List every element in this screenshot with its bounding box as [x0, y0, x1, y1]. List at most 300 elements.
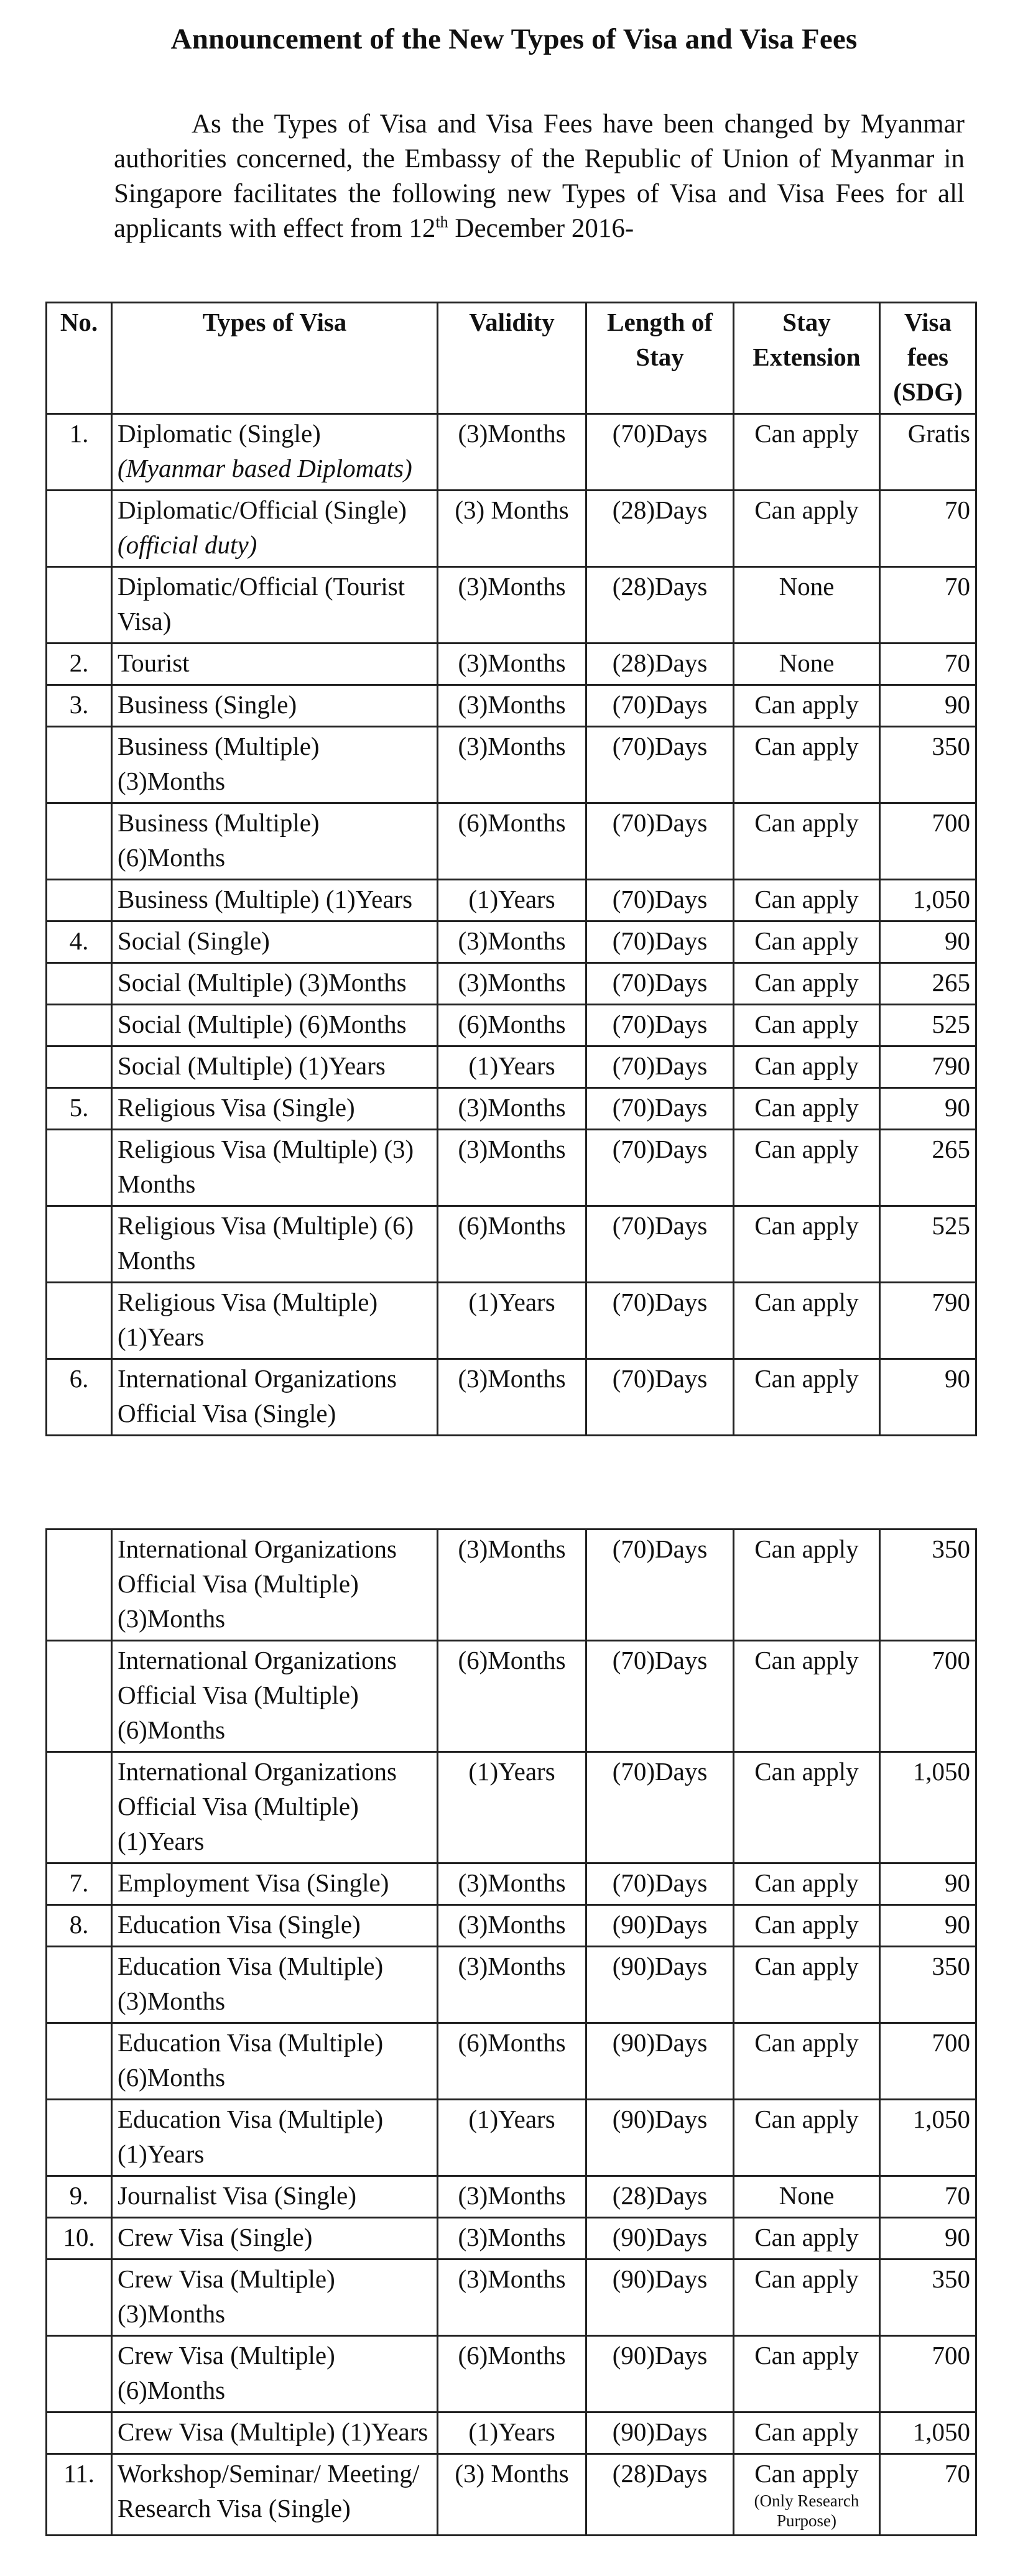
row-number-cell	[47, 803, 112, 880]
validity: (6)Months	[458, 2028, 566, 2057]
visa-fee-cell	[880, 1359, 976, 1436]
validity-cell	[438, 1530, 586, 1641]
header-extension: Stay Extension	[734, 303, 880, 414]
visa-type-cell	[112, 491, 438, 567]
row-number-cell	[47, 1752, 112, 1863]
table-row	[47, 1283, 976, 1359]
length-of-stay: (90)Days	[612, 2264, 708, 2293]
stay-extension-cell	[734, 1130, 880, 1206]
validity: (3)Months	[458, 968, 566, 997]
intro-text-end: December 2016-	[448, 214, 634, 243]
visa-type-cell	[112, 803, 438, 880]
row-number: 2.	[69, 649, 89, 677]
visa-fee: 90	[945, 1910, 970, 1939]
visa-fee-cell	[880, 1130, 976, 1206]
visa-type-cell	[112, 2454, 438, 2536]
visa-type-note: (official duty)	[118, 530, 257, 559]
visa-type-cell	[112, 1863, 438, 1905]
visa-type: Crew Visa (Single)	[118, 2223, 313, 2251]
row-number-cell	[47, 1130, 112, 1206]
length-of-stay: (28)Days	[612, 496, 708, 524]
validity-cell	[438, 567, 586, 644]
row-number-cell	[47, 1046, 112, 1088]
length-of-stay-cell	[586, 2454, 734, 2536]
visa-fee: 525	[932, 1211, 970, 1240]
length-of-stay: (70)Days	[612, 1646, 708, 1674]
visa-fee: 700	[932, 2028, 970, 2057]
length-of-stay-cell	[586, 1130, 734, 1206]
row-number-cell	[47, 1641, 112, 1752]
visa-fee-cell	[880, 2260, 976, 2336]
visa-fee-cell	[880, 1046, 976, 1088]
stay-extension-cell	[734, 1905, 880, 1947]
validity-cell	[438, 2176, 586, 2218]
length-of-stay: (28)Days	[612, 572, 708, 601]
length-of-stay-cell	[586, 880, 734, 921]
row-number-cell	[47, 2023, 112, 2100]
visa-type-cell	[112, 2100, 438, 2176]
visa-type-cell	[112, 1206, 438, 1283]
length-of-stay: (70)Days	[612, 926, 708, 955]
table-row	[47, 1206, 976, 1283]
visa-type: Education Visa (Multiple) (3)Months	[118, 1952, 384, 2015]
visa-type: Crew Visa (Multiple) (1)Years	[118, 2417, 428, 2446]
length-of-stay-cell	[586, 2412, 734, 2454]
stay-extension-cell	[734, 644, 880, 685]
visa-type-cell	[112, 963, 438, 1005]
length-of-stay-cell	[586, 1359, 734, 1436]
visa-type: Education Visa (Multiple) (6)Months	[118, 2028, 384, 2092]
table-row	[47, 921, 976, 963]
visa-type: Business (Multiple) (6)Months	[118, 808, 320, 872]
stay-extension: Can apply	[754, 419, 859, 448]
row-number-cell	[47, 2260, 112, 2336]
visa-fee: 70	[945, 496, 970, 524]
table-row	[47, 963, 976, 1005]
length-of-stay: (70)Days	[612, 1211, 708, 1240]
length-of-stay: (28)Days	[612, 2181, 708, 2210]
stay-extension: None	[779, 649, 835, 677]
stay-extension-cell	[734, 1088, 880, 1130]
stay-extension: Can apply	[754, 808, 859, 837]
stay-extension: Can apply	[754, 2028, 859, 2057]
row-number: 6.	[69, 1364, 89, 1393]
validity-cell	[438, 2023, 586, 2100]
row-number: 4.	[69, 926, 89, 955]
row-number-cell	[47, 2100, 112, 2176]
visa-fee-cell	[880, 1283, 976, 1359]
validity-cell	[438, 727, 586, 803]
visa-type-cell	[112, 2412, 438, 2454]
validity: (3)Months	[458, 690, 566, 719]
validity: (3)Months	[458, 1135, 566, 1163]
validity-cell	[438, 1088, 586, 1130]
table-row	[47, 1088, 976, 1130]
visa-type-cell	[112, 1130, 438, 1206]
visa-fee: 1,050	[912, 2417, 970, 2446]
stay-extension-cell	[734, 2218, 880, 2260]
stay-extension-cell	[734, 803, 880, 880]
visa-type-cell	[112, 2260, 438, 2336]
stay-extension: Can apply	[754, 1535, 859, 1563]
visa-type-cell	[112, 644, 438, 685]
visa-type: Diplomatic/Official (Single)	[118, 496, 407, 524]
validity: (6)Months	[458, 1646, 566, 1674]
visa-fee: 700	[932, 2341, 970, 2370]
stay-extension-cell	[734, 1641, 880, 1752]
validity: (3)Months	[458, 2264, 566, 2293]
validity-cell	[438, 1283, 586, 1359]
visa-type: Education Visa (Single)	[118, 1910, 361, 1939]
visa-type: Business (Multiple) (1)Years	[118, 885, 413, 913]
validity: (1)Years	[468, 2417, 555, 2446]
validity-cell	[438, 1359, 586, 1436]
stay-extension: Can apply	[754, 2459, 859, 2488]
table-row	[47, 1046, 976, 1088]
visa-fee-cell	[880, 644, 976, 685]
validity: (3)Months	[458, 1535, 566, 1563]
stay-extension-cell	[734, 1206, 880, 1283]
table-row	[47, 1530, 976, 1641]
length-of-stay: (70)Days	[612, 1135, 708, 1163]
visa-fee-cell	[880, 685, 976, 727]
stay-extension: None	[779, 572, 835, 601]
stay-extension-cell	[734, 2023, 880, 2100]
stay-extension-cell	[734, 1283, 880, 1359]
table-row	[47, 1130, 976, 1206]
length-of-stay-cell	[586, 2260, 734, 2336]
length-of-stay-cell	[586, 1206, 734, 1283]
intro-paragraph	[114, 107, 965, 246]
visa-type-cell	[112, 880, 438, 921]
visa-type: Tourist	[118, 649, 190, 677]
table-row	[47, 2023, 976, 2100]
visa-fee-cell	[880, 1905, 976, 1947]
stay-extension: Can apply	[754, 1051, 859, 1080]
validity-cell	[438, 1752, 586, 1863]
validity: (3)Months	[458, 1952, 566, 1980]
visa-fee-cell	[880, 2023, 976, 2100]
visa-type-cell	[112, 414, 438, 491]
validity-cell	[438, 1905, 586, 1947]
stay-extension: Can apply	[754, 1910, 859, 1939]
length-of-stay-cell	[586, 2218, 734, 2260]
table-body-2	[47, 1530, 976, 2536]
stay-extension-cell	[734, 727, 880, 803]
visa-fee: 1,050	[912, 1757, 970, 1786]
stay-extension: Can apply	[754, 885, 859, 913]
visa-fee-cell	[880, 2336, 976, 2412]
row-number-cell	[47, 2176, 112, 2218]
visa-type-note: (Myanmar based Diplomats)	[118, 454, 412, 482]
stay-extension-cell	[734, 880, 880, 921]
visa-type-cell	[112, 1359, 438, 1436]
header-type: Types of Visa	[112, 303, 438, 414]
validity-cell	[438, 963, 586, 1005]
stay-extension: Can apply	[754, 1288, 859, 1316]
table-row	[47, 2218, 976, 2260]
visa-type-cell	[112, 2176, 438, 2218]
stay-extension-cell	[734, 921, 880, 963]
visa-fee-cell	[880, 567, 976, 644]
table-header-row	[47, 303, 976, 414]
visa-fee-cell	[880, 1947, 976, 2023]
validity: (3)Months	[458, 1093, 566, 1122]
validity-cell	[438, 1641, 586, 1752]
visa-type-cell	[112, 727, 438, 803]
row-number-cell	[47, 2412, 112, 2454]
length-of-stay: (90)Days	[612, 2417, 708, 2446]
table-row	[47, 1905, 976, 1947]
stay-extension: Can apply	[754, 1211, 859, 1240]
stay-extension: Can apply	[754, 968, 859, 997]
row-number-cell	[47, 727, 112, 803]
validity: (3)Months	[458, 649, 566, 677]
page-title: Announcement of the New Types of Visa and Visa Fees	[170, 23, 858, 55]
stay-extension-cell	[734, 1947, 880, 2023]
row-number-cell	[47, 1088, 112, 1130]
row-number-cell	[47, 1905, 112, 1947]
visa-type: Religious Visa (Multiple) (3) Months	[118, 1135, 414, 1198]
visa-type: Crew Visa (Multiple) (6)Months	[118, 2341, 335, 2404]
visa-fee: 90	[945, 1093, 970, 1122]
visa-type: Social (Multiple) (3)Months	[118, 968, 407, 997]
validity: (1)Years	[468, 1051, 555, 1080]
stay-extension: Can apply	[754, 732, 859, 760]
visa-type: Social (Multiple) (1)Years	[118, 1051, 386, 1080]
visa-fee: 70	[945, 2181, 970, 2210]
table-row	[47, 1359, 976, 1436]
stay-extension-cell	[734, 1863, 880, 1905]
stay-extension-cell	[734, 2412, 880, 2454]
header-fees: Visa fees (SDG)	[880, 303, 976, 414]
validity-cell	[438, 1947, 586, 2023]
stay-extension-cell	[734, 2454, 880, 2536]
stay-extension-cell	[734, 2176, 880, 2218]
length-of-stay-cell	[586, 2100, 734, 2176]
visa-type: Employment Visa (Single)	[118, 1868, 389, 1897]
visa-type: Business (Multiple) (3)Months	[118, 732, 320, 795]
validity-cell	[438, 491, 586, 567]
length-of-stay-cell	[586, 491, 734, 567]
visa-fee: 70	[945, 2459, 970, 2488]
length-of-stay: (70)Days	[612, 1535, 708, 1563]
visa-type: Education Visa (Multiple) (1)Years	[118, 2105, 384, 2168]
row-number-cell	[47, 1005, 112, 1046]
visa-fee-cell	[880, 921, 976, 963]
length-of-stay-cell	[586, 963, 734, 1005]
stay-extension: Can apply	[754, 1646, 859, 1674]
header-no: No.	[47, 303, 112, 414]
length-of-stay-cell	[586, 567, 734, 644]
length-of-stay: (70)Days	[612, 1288, 708, 1316]
row-number-cell	[47, 1947, 112, 2023]
stay-extension-cell	[734, 1359, 880, 1436]
visa-type-cell	[112, 1641, 438, 1752]
row-number-cell	[47, 1530, 112, 1641]
stay-extension: None	[779, 2181, 835, 2210]
validity: (3)Months	[458, 419, 566, 448]
validity-cell	[438, 1130, 586, 1206]
visa-type-cell	[112, 1088, 438, 1130]
validity-cell	[438, 2336, 586, 2412]
length-of-stay: (70)Days	[612, 1051, 708, 1080]
validity: (6)Months	[458, 2341, 566, 2370]
table-row	[47, 567, 976, 644]
length-of-stay-cell	[586, 1641, 734, 1752]
length-of-stay: (90)Days	[612, 1952, 708, 1980]
length-of-stay: (90)Days	[612, 1910, 708, 1939]
length-of-stay-cell	[586, 1905, 734, 1947]
validity-cell	[438, 921, 586, 963]
table-row	[47, 880, 976, 921]
stay-extension: Can apply	[754, 1093, 859, 1122]
visa-type: Business (Single)	[118, 690, 297, 719]
validity-cell	[438, 685, 586, 727]
stay-extension: Can apply	[754, 1868, 859, 1897]
stay-extension-cell	[734, 2100, 880, 2176]
stay-extension-cell	[734, 2260, 880, 2336]
visa-type: International Organizations Official Visa (Single)	[118, 1364, 397, 1428]
length-of-stay-cell	[586, 1863, 734, 1905]
visa-fee-cell	[880, 1641, 976, 1752]
table-row	[47, 414, 976, 491]
stay-extension: Can apply	[754, 2264, 859, 2293]
row-number-cell	[47, 1206, 112, 1283]
visa-fee: 350	[932, 732, 970, 760]
length-of-stay-cell	[586, 644, 734, 685]
validity-cell	[438, 1863, 586, 1905]
row-number-cell	[47, 921, 112, 963]
stay-extension: Can apply	[754, 1010, 859, 1038]
stay-extension-cell	[734, 567, 880, 644]
length-of-stay: (28)Days	[612, 2459, 708, 2488]
visa-fee: 90	[945, 1868, 970, 1897]
validity: (3)Months	[458, 2223, 566, 2251]
visa-fee: 265	[932, 1135, 970, 1163]
stay-extension: Can apply	[754, 690, 859, 719]
length-of-stay-cell	[586, 414, 734, 491]
visa-type-cell	[112, 1046, 438, 1088]
validity: (3) Months	[455, 496, 569, 524]
visa-fee-cell	[880, 2176, 976, 2218]
visa-type-cell	[112, 921, 438, 963]
visa-type: Crew Visa (Multiple) (3)Months	[118, 2264, 335, 2328]
visa-fee: 90	[945, 690, 970, 719]
visa-type: International Organizations Official Visa (Multiple) (1)Years	[118, 1757, 397, 1855]
row-number-cell	[47, 2336, 112, 2412]
row-number: 7.	[69, 1868, 89, 1897]
validity: (3)Months	[458, 1868, 566, 1897]
validity-cell	[438, 2454, 586, 2536]
row-number: 3.	[69, 690, 89, 719]
intro-text: As the Types of Visa and Visa Fees have been changed by Myanmar authorities concerned, the Embassy of the Republic of Union of Myanmar in Singapore facilitates the following new Types of Visa and Visa Fees for all applicants with effect from 12	[114, 109, 965, 243]
visa-fee: 525	[932, 1010, 970, 1038]
stay-extension: Can apply	[754, 2223, 859, 2251]
length-of-stay: (70)Days	[612, 732, 708, 760]
visa-type-cell	[112, 2218, 438, 2260]
stay-extension: Can apply	[754, 2417, 859, 2446]
table-row	[47, 2336, 976, 2412]
row-number-cell	[47, 567, 112, 644]
length-of-stay: (90)Days	[612, 2223, 708, 2251]
length-of-stay: (70)Days	[612, 419, 708, 448]
visa-type: International Organizations Official Visa (Multiple) (3)Months	[118, 1535, 397, 1633]
row-number-cell	[47, 880, 112, 921]
stay-extension-note: (Only Research Purpose)	[754, 2491, 859, 2530]
visa-fee: 1,050	[912, 2105, 970, 2133]
validity: (3) Months	[455, 2459, 569, 2488]
visa-fee: Gratis	[907, 419, 970, 448]
validity: (3)Months	[458, 2181, 566, 2210]
validity: (1)Years	[468, 885, 555, 913]
length-of-stay: (70)Days	[612, 968, 708, 997]
length-of-stay-cell	[586, 1046, 734, 1088]
visa-type: Diplomatic (Single)	[118, 419, 321, 448]
row-number: 8.	[69, 1910, 89, 1939]
visa-fee: 90	[945, 926, 970, 955]
visa-type: Religious Visa (Single)	[118, 1093, 355, 1122]
length-of-stay-cell	[586, 1752, 734, 1863]
visa-type-cell	[112, 2336, 438, 2412]
intro-superscript: th	[435, 213, 448, 231]
header-validity: Validity	[438, 303, 586, 414]
visa-fee: 70	[945, 649, 970, 677]
table-row	[47, 1863, 976, 1905]
row-number-cell	[47, 644, 112, 685]
visa-type-cell	[112, 1947, 438, 2023]
length-of-stay-cell	[586, 2336, 734, 2412]
table-row	[47, 2412, 976, 2454]
visa-fee-cell	[880, 1752, 976, 1863]
visa-fee-cell	[880, 2218, 976, 2260]
length-of-stay-cell	[586, 1530, 734, 1641]
visa-table-part-1	[45, 302, 977, 1436]
validity-cell	[438, 1206, 586, 1283]
header-length: Length of Stay	[586, 303, 734, 414]
stay-extension-cell	[734, 1005, 880, 1046]
table-row	[47, 491, 976, 567]
length-of-stay: (70)Days	[612, 1868, 708, 1897]
length-of-stay-cell	[586, 1005, 734, 1046]
visa-type: Workshop/Seminar/ Meeting/ Research Visa (Single)	[118, 2459, 420, 2523]
length-of-stay-cell	[586, 2176, 734, 2218]
length-of-stay: (70)Days	[612, 1093, 708, 1122]
visa-fee: 700	[932, 1646, 970, 1674]
validity-cell	[438, 2100, 586, 2176]
visa-fee: 350	[932, 1952, 970, 1980]
validity-cell	[438, 644, 586, 685]
visa-type-cell	[112, 2023, 438, 2100]
validity-cell	[438, 1046, 586, 1088]
validity: (1)Years	[468, 1757, 555, 1786]
visa-type-cell	[112, 1005, 438, 1046]
table-row	[47, 644, 976, 685]
table-row	[47, 1005, 976, 1046]
row-number-cell	[47, 1283, 112, 1359]
validity-cell	[438, 1005, 586, 1046]
length-of-stay-cell	[586, 727, 734, 803]
visa-type-cell	[112, 1530, 438, 1641]
table-row	[47, 1641, 976, 1752]
stay-extension-cell	[734, 1046, 880, 1088]
validity-cell	[438, 880, 586, 921]
length-of-stay-cell	[586, 1947, 734, 2023]
table-row	[47, 2260, 976, 2336]
length-of-stay-cell	[586, 1283, 734, 1359]
stay-extension-cell	[734, 1752, 880, 1863]
length-of-stay: (90)Days	[612, 2028, 708, 2057]
